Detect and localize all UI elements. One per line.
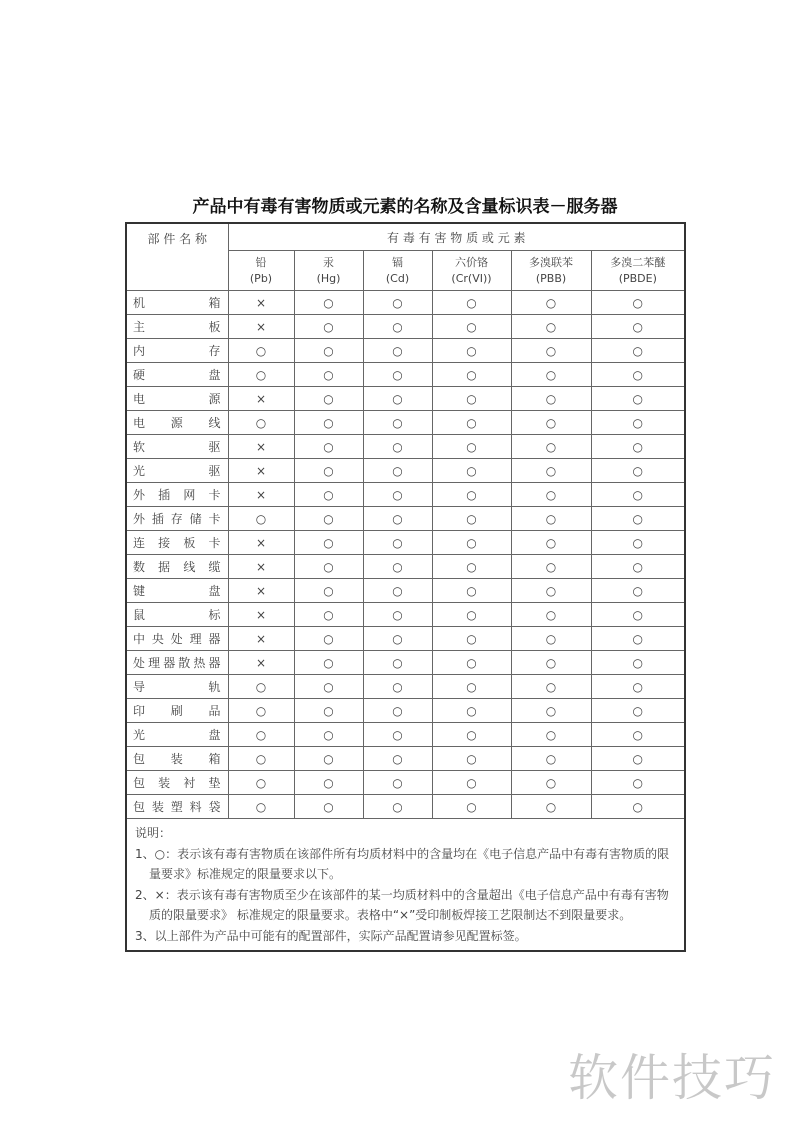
compliant-mark: ○ [511, 627, 591, 651]
compliant-mark: ○ [432, 771, 511, 795]
compliant-mark: ○ [432, 603, 511, 627]
compliant-mark: ○ [511, 699, 591, 723]
compliant-mark: ○ [511, 291, 591, 315]
compliant-mark: ○ [363, 627, 432, 651]
compliant-mark: ○ [591, 579, 685, 603]
part-name: 印刷品 [126, 699, 228, 723]
compliant-mark: ○ [228, 699, 294, 723]
compliant-mark: ○ [432, 459, 511, 483]
compliant-mark: ○ [591, 315, 685, 339]
compliant-mark: ○ [591, 339, 685, 363]
exceeds-mark: × [228, 555, 294, 579]
table-row [126, 291, 685, 315]
compliant-mark: ○ [432, 675, 511, 699]
compliant-mark: ○ [228, 747, 294, 771]
compliant-mark: ○ [591, 507, 685, 531]
note-3: 3、以上部件为产品中可能有的配置部件，实际产品配置请参见配置标签。 [135, 928, 527, 943]
compliant-mark: ○ [294, 675, 363, 699]
table-row [126, 507, 685, 531]
compliant-mark: ○ [363, 555, 432, 579]
notes-heading: 说明： [135, 826, 172, 840]
compliant-mark: ○ [432, 339, 511, 363]
compliant-mark: ○ [511, 387, 591, 411]
table-row [126, 627, 685, 651]
compliant-mark: ○ [363, 339, 432, 363]
table-row [126, 339, 685, 363]
compliant-mark: ○ [432, 387, 511, 411]
compliant-mark: ○ [363, 603, 432, 627]
part-name: 键盘 [126, 579, 228, 603]
compliant-mark: ○ [228, 675, 294, 699]
part-name: 硬盘 [126, 363, 228, 387]
substance-name: 铅 [255, 255, 267, 269]
compliant-mark: ○ [591, 627, 685, 651]
part-name: 导轨 [126, 675, 228, 699]
compliant-mark: ○ [591, 483, 685, 507]
compliant-mark: ○ [511, 651, 591, 675]
page-title: 产品中有毒有害物质或元素的名称及含量标识表－服务器 [192, 197, 618, 217]
compliant-mark: ○ [228, 339, 294, 363]
table-row [126, 699, 685, 723]
compliant-mark: ○ [591, 363, 685, 387]
compliant-mark: ○ [591, 795, 685, 819]
table-row [126, 675, 685, 699]
part-name: 主板 [126, 315, 228, 339]
compliant-mark: ○ [511, 747, 591, 771]
substance-header [511, 251, 591, 291]
compliant-mark: ○ [591, 675, 685, 699]
compliant-mark: ○ [363, 723, 432, 747]
compliant-mark: ○ [363, 531, 432, 555]
part-name: 内存 [126, 339, 228, 363]
compliant-mark: ○ [511, 771, 591, 795]
compliant-mark: ○ [432, 411, 511, 435]
substance-symbol: (Hg) [316, 271, 341, 285]
compliant-mark: ○ [363, 747, 432, 771]
compliant-mark: ○ [294, 555, 363, 579]
compliant-mark: ○ [228, 363, 294, 387]
compliant-mark: ○ [363, 675, 432, 699]
compliant-mark: ○ [294, 699, 363, 723]
part-name: 电源 [126, 387, 228, 411]
watermark: 软件技巧 [568, 1049, 776, 1107]
compliant-mark: ○ [511, 411, 591, 435]
part-name: 包装箱 [126, 747, 228, 771]
compliant-mark: ○ [591, 411, 685, 435]
exceeds-mark: × [228, 483, 294, 507]
compliant-mark: ○ [228, 411, 294, 435]
part-name: 鼠标 [126, 603, 228, 627]
compliant-mark: ○ [363, 315, 432, 339]
compliant-mark: ○ [591, 291, 685, 315]
compliant-mark: ○ [363, 387, 432, 411]
compliant-mark: ○ [591, 387, 685, 411]
exceeds-mark: × [228, 651, 294, 675]
exceeds-mark: × [228, 315, 294, 339]
part-name: 连接板卡 [126, 531, 228, 555]
compliant-mark: ○ [511, 507, 591, 531]
compliant-mark: ○ [363, 795, 432, 819]
compliant-mark: ○ [363, 459, 432, 483]
compliant-mark: ○ [363, 435, 432, 459]
compliant-mark: ○ [432, 747, 511, 771]
part-name: 软驱 [126, 435, 228, 459]
compliant-mark: ○ [511, 339, 591, 363]
compliant-mark: ○ [432, 651, 511, 675]
substance-name: 汞 [323, 255, 334, 269]
table-row [126, 411, 685, 435]
exceeds-mark: × [228, 291, 294, 315]
compliant-mark: ○ [432, 483, 511, 507]
compliant-mark: ○ [294, 435, 363, 459]
substance-header [228, 251, 294, 291]
part-name: 中央处理器 [126, 627, 228, 651]
compliant-mark: ○ [511, 315, 591, 339]
table-row [126, 771, 685, 795]
substance-header [591, 251, 685, 291]
substance-symbol: (Cd) [385, 271, 410, 285]
compliant-mark: ○ [591, 459, 685, 483]
exceeds-mark: × [228, 387, 294, 411]
exceeds-mark: × [228, 627, 294, 651]
substance-name: 六价铬 [455, 255, 488, 269]
compliant-mark: ○ [511, 363, 591, 387]
compliant-mark: ○ [591, 651, 685, 675]
substance-header [294, 251, 363, 291]
exceeds-mark: × [228, 531, 294, 555]
substance-symbol: (Cr(VI)) [451, 271, 492, 285]
part-name: 包装塑料袋 [126, 795, 228, 819]
exceeds-mark: × [228, 435, 294, 459]
compliant-mark: ○ [432, 531, 511, 555]
compliant-mark: ○ [294, 531, 363, 555]
substance-symbol: (Pb) [249, 271, 273, 285]
compliant-mark: ○ [432, 555, 511, 579]
substance-name: 镉 [392, 255, 403, 269]
compliant-mark: ○ [432, 579, 511, 603]
compliant-mark: ○ [591, 723, 685, 747]
compliant-mark: ○ [511, 531, 591, 555]
substance-group-header: 有 毒 有 害 物 质 或 元 素 [228, 223, 685, 251]
part-name: 光驱 [126, 459, 228, 483]
compliant-mark: ○ [363, 699, 432, 723]
part-name: 外插网卡 [126, 483, 228, 507]
table-row [126, 483, 685, 507]
part-name: 光盘 [126, 723, 228, 747]
compliant-mark: ○ [294, 459, 363, 483]
table-row [126, 579, 685, 603]
compliant-mark: ○ [363, 411, 432, 435]
substance-name: 多溴联苯 [529, 255, 573, 269]
compliant-mark: ○ [363, 507, 432, 531]
compliant-mark: ○ [591, 771, 685, 795]
compliant-mark: ○ [511, 723, 591, 747]
table-row [126, 795, 685, 819]
compliant-mark: ○ [294, 603, 363, 627]
compliant-mark: ○ [432, 435, 511, 459]
substance-symbol: (PBDE) [618, 271, 657, 285]
substance-name: 多溴二苯醚 [610, 255, 666, 269]
compliant-mark: ○ [432, 723, 511, 747]
compliant-mark: ○ [432, 627, 511, 651]
table-row [126, 363, 685, 387]
substance-table [125, 222, 686, 952]
table-row [126, 531, 685, 555]
compliant-mark: ○ [511, 459, 591, 483]
exceeds-mark: × [228, 459, 294, 483]
note-1: 1、○：表示该有毒有害物质在该部件所有均质材料中的含量均在《电子信息产品中有毒有害物质的限量要求》标准规定的限量要求以下。 [135, 846, 670, 881]
compliant-mark: ○ [294, 363, 363, 387]
compliant-mark: ○ [591, 603, 685, 627]
compliant-mark: ○ [294, 507, 363, 531]
table-row [126, 651, 685, 675]
substance-symbol: (PBB) [535, 271, 567, 285]
table-row [126, 459, 685, 483]
compliant-mark: ○ [294, 651, 363, 675]
compliant-mark: ○ [228, 507, 294, 531]
compliant-mark: ○ [294, 795, 363, 819]
compliant-mark: ○ [591, 747, 685, 771]
compliant-mark: ○ [511, 603, 591, 627]
note-2: 2、×：表示该有毒有害物质至少在该部件的某一均质材料中的含量超出《电子信息产品中有毒有害物质的限量要求》 标准规定的限量要求。表格中“×”受印制板焊接工艺限制达不到限量要求。 [135, 887, 669, 922]
compliant-mark: ○ [294, 339, 363, 363]
compliant-mark: ○ [294, 723, 363, 747]
compliant-mark: ○ [363, 291, 432, 315]
compliant-mark: ○ [294, 627, 363, 651]
part-name: 电源线 [126, 411, 228, 435]
compliant-mark: ○ [432, 699, 511, 723]
compliant-mark: ○ [591, 699, 685, 723]
table-row [126, 387, 685, 411]
table-row [126, 747, 685, 771]
compliant-mark: ○ [363, 579, 432, 603]
compliant-mark: ○ [228, 723, 294, 747]
notes [126, 819, 685, 952]
compliant-mark: ○ [432, 795, 511, 819]
table-row [126, 723, 685, 747]
compliant-mark: ○ [591, 435, 685, 459]
compliant-mark: ○ [511, 435, 591, 459]
table-row [126, 315, 685, 339]
compliant-mark: ○ [294, 387, 363, 411]
compliant-mark: ○ [432, 291, 511, 315]
exceeds-mark: × [228, 603, 294, 627]
compliant-mark: ○ [228, 795, 294, 819]
compliant-mark: ○ [294, 771, 363, 795]
compliant-mark: ○ [591, 555, 685, 579]
part-name: 机箱 [126, 291, 228, 315]
substance-header [363, 251, 432, 291]
compliant-mark: ○ [363, 771, 432, 795]
compliant-mark: ○ [363, 363, 432, 387]
compliant-mark: ○ [294, 483, 363, 507]
compliant-mark: ○ [294, 747, 363, 771]
table-row [126, 555, 685, 579]
exceeds-mark: × [228, 579, 294, 603]
table-row [126, 603, 685, 627]
part-name: 外插存储卡 [126, 507, 228, 531]
table-row [126, 435, 685, 459]
compliant-mark: ○ [294, 579, 363, 603]
compliant-mark: ○ [432, 315, 511, 339]
compliant-mark: ○ [294, 411, 363, 435]
compliant-mark: ○ [511, 579, 591, 603]
compliant-mark: ○ [294, 315, 363, 339]
compliant-mark: ○ [363, 483, 432, 507]
compliant-mark: ○ [228, 771, 294, 795]
part-name: 包装衬垫 [126, 771, 228, 795]
compliant-mark: ○ [511, 795, 591, 819]
compliant-mark: ○ [432, 507, 511, 531]
part-name-header: 部 件 名 称 [126, 223, 228, 291]
compliant-mark: ○ [511, 675, 591, 699]
compliant-mark: ○ [294, 291, 363, 315]
part-name: 数据线缆 [126, 555, 228, 579]
compliant-mark: ○ [591, 531, 685, 555]
compliant-mark: ○ [432, 363, 511, 387]
compliant-mark: ○ [511, 555, 591, 579]
compliant-mark: ○ [363, 651, 432, 675]
part-name: 处理器散热器 [126, 651, 228, 675]
compliant-mark: ○ [511, 483, 591, 507]
substance-header [432, 251, 511, 291]
